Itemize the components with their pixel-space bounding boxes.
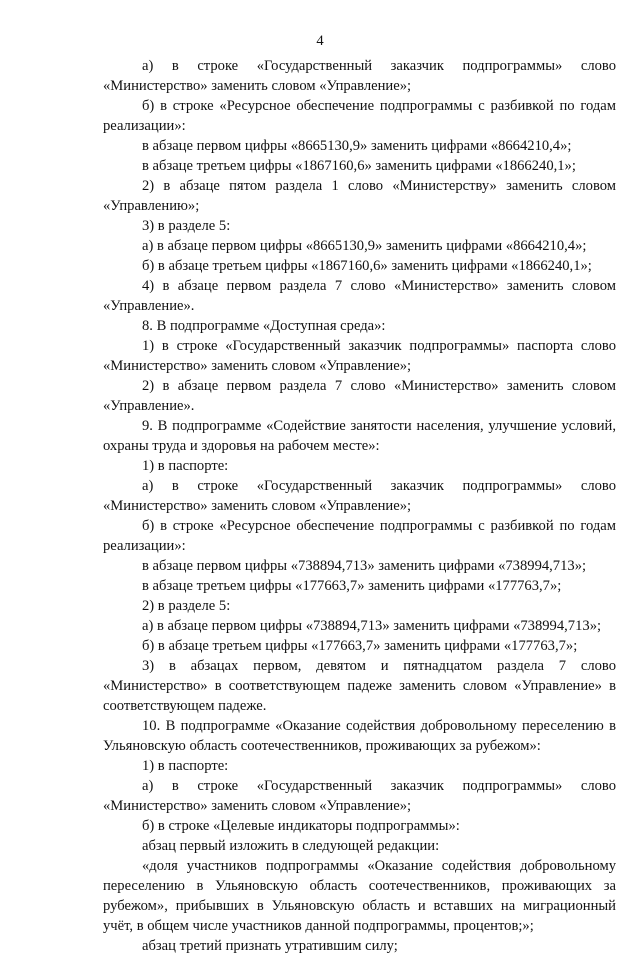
paragraph: абзац первый изложить в следующей редакции: — [142, 838, 440, 854]
paragraph: 3) в разделе 5: — [142, 218, 231, 234]
paragraph: в абзаце третьем цифры «1867160,6» заменить цифрами «1866240,1»; — [142, 158, 576, 174]
paragraph: в абзаце первом цифры «738894,713» заменить цифрами «738994,713»; — [142, 558, 587, 574]
paragraph: б) в строке «Ресурсное обеспечение подпрограммы с разбивкой по годам реализации»: — [103, 518, 616, 554]
document-body — [103, 56, 616, 956]
paragraph: а) в абзаце первом цифры «738894,713» заменить цифрами «738994,713»; — [142, 618, 602, 634]
paragraph: а) в абзаце первом цифры «8665130,9» заменить цифрами «8664210,4»; — [142, 238, 587, 254]
paragraph: 2) в разделе 5: — [142, 598, 231, 614]
paragraph: б) в строке «Целевые индикаторы подпрограммы»: — [142, 818, 460, 834]
paragraph: 2) в абзаце первом раздела 7 слово «Министерство» заменить словом «Управление». — [103, 378, 616, 414]
paragraph: а) в строке «Государственный заказчик подпрограммы» слово «Министерство» заменить словом «Управление»; — [103, 58, 616, 94]
paragraph: абзац третий признать утратившим силу; — [142, 938, 398, 954]
paragraph: а) в строке «Государственный заказчик подпрограммы» слово «Министерство» заменить словом «Управление»; — [103, 478, 616, 514]
paragraph: 3) в абзацах первом, девятом и пятнадцатом раздела 7 слово «Министерство» в соответствующем падеже заменить словом «Управление» в соответствующем падеже. — [103, 658, 616, 714]
paragraph: 2) в абзаце пятом раздела 1 слово «Министерству» заменить словом «Управлению»; — [103, 178, 616, 214]
page-number: 4 — [316, 33, 324, 49]
paragraph: 4) в абзаце первом раздела 7 слово «Министерство» заменить словом «Управление». — [103, 278, 616, 314]
paragraph: а) в строке «Государственный заказчик подпрограммы» слово «Министерство» заменить словом «Управление»; — [103, 778, 616, 814]
paragraph: 1) в строке «Государственный заказчик подпрограммы» паспорта слово «Министерство» заменить словом «Управление»; — [103, 338, 616, 374]
paragraph: 10. В подпрограмме «Оказание содействия добровольному переселению в Ульяновскую область соотечественников, проживающих за рубежом»: — [103, 718, 616, 754]
paragraph: в абзаце третьем цифры «177663,7» заменить цифрами «177763,7»; — [142, 578, 562, 594]
paragraph: б) в абзаце третьем цифры «1867160,6» заменить цифрами «1866240,1»; — [142, 258, 592, 274]
paragraph: «доля участников подпрограммы «Оказание содействия добровольному переселению в Ульяновскую область соотечественников, проживающих за рубежом», прибывших в Ульяновскую область и вставших на миграционный учёт, в общем числе участников данной подпрограммы, процентов;»; — [103, 858, 616, 934]
paragraph: 8. В подпрограмме «Доступная среда»: — [142, 318, 386, 334]
paragraph: в абзаце первом цифры «8665130,9» заменить цифрами «8664210,4»; — [142, 138, 572, 154]
paragraph: 1) в паспорте: — [142, 758, 229, 774]
paragraph: 1) в паспорте: — [142, 458, 229, 474]
paragraph: б) в абзаце третьем цифры «177663,7» заменить цифрами «177763,7»; — [142, 638, 578, 654]
paragraph: б) в строке «Ресурсное обеспечение подпрограммы с разбивкой по годам реализации»: — [103, 98, 616, 134]
paragraph: 9. В подпрограмме «Содействие занятости населения, улучшение условий, охраны труда и здоровья на рабочем месте»: — [103, 418, 616, 454]
